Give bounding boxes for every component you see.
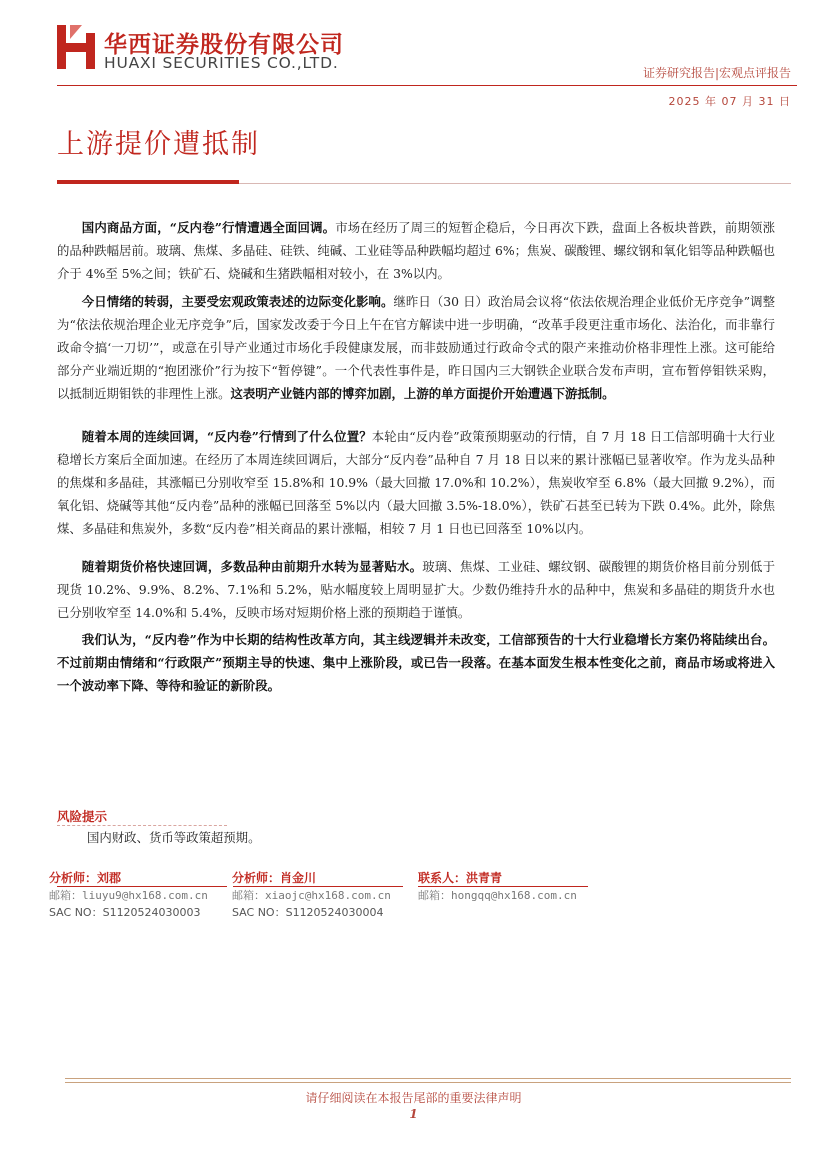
analyst-sac: SAC NO：S1120524030004 bbox=[232, 906, 384, 919]
analyst-card bbox=[49, 870, 208, 921]
analyst-card bbox=[232, 870, 391, 921]
analyst-email[interactable]: xiaojc@hx168.com.cn bbox=[265, 889, 391, 902]
contact-name: 联系人：洪青青 bbox=[418, 871, 503, 885]
risk-text: 国内财政、货币等政策超预期。 bbox=[87, 830, 261, 845]
paragraph-1-text: 市场在经历了周三的短暂企稳后，今日再次下跌，盘面上各板块普跌，前期领涨的品种跌幅居前。玻璃、焦煤、多晶硅、硅铁、纯碱、工业硅等品种跌幅均超过 6%；焦炭、碳酸锂、螺纹钢和氧化铝等品种跌幅也介于 4%至 5%之间；铁矿石、烧碱和生猪跌幅相对较小，在 3%以内。 bbox=[57, 220, 775, 281]
paragraph-2-lead: 今日情绪的转弱，主要受宏观政策表述的边际变化影响。 bbox=[81, 294, 394, 309]
paragraph-3-text: 本轮由“反内卷”政策预期驱动的行情，自 7 月 18 日工信部明确十大行业稳增长方案后全面加速。在经历了本周连续回调后，大部分“反内卷”品种自 7 月 18 日以来的累计涨幅已显著收窄。作为龙头品种的焦煤和多晶硅，其涨幅已分别收窄至 15.8%和 10.9%（最大回撤 17.0%和 10.2%），焦炭收窄至 6.8%（最大回撤 9.2%），而氧化铝、烧碱等其他“反内卷”品种的涨幅已回落至 5%以内（最大回撤 3.5%-18.0%），铁矿石甚至已转为下跌 0.4%。此外，除焦煤、多晶硅和焦炭外，多数“反内卷”相关商品的累计涨幅，相较 7 月 1 日也已回落至 10%以内。 bbox=[57, 429, 775, 536]
huaxi-logo-icon bbox=[57, 25, 95, 69]
email-label: 邮箱： bbox=[418, 889, 451, 902]
report-type-label: 证券研究报告|宏观点评报告 bbox=[642, 66, 791, 80]
header-divider bbox=[57, 85, 797, 86]
analyst-sac: SAC NO：S1120524030003 bbox=[49, 906, 201, 919]
paragraph-4-lead: 随着期货价格快速回调，多数品种由前期升水转为显著贴水。 bbox=[81, 559, 423, 574]
paragraph-2 bbox=[57, 290, 775, 405]
paragraph-3 bbox=[57, 425, 775, 540]
legal-disclaimer: 请仔细阅读在本报告尾部的重要法律声明 bbox=[305, 1091, 522, 1105]
risk-heading: 风险提示 bbox=[57, 809, 108, 824]
report-title: 上游提价遭抵制 bbox=[57, 129, 260, 160]
title-underline bbox=[239, 183, 791, 184]
analyst-name: 分析师：刘郡 bbox=[49, 871, 122, 885]
page-number: 1 bbox=[409, 1107, 418, 1121]
email-label: 邮箱： bbox=[49, 889, 82, 902]
risk-divider bbox=[57, 825, 227, 826]
company-name-cn: 华西证券股份有限公司 bbox=[104, 32, 344, 58]
paragraph-1 bbox=[57, 216, 775, 285]
analyst-email[interactable]: liuyu9@hx168.com.cn bbox=[82, 889, 208, 902]
report-date: 2025 年 07 月 31 日 bbox=[668, 95, 791, 108]
paragraph-4-text: 玻璃、焦煤、工业硅、螺纹钢、碳酸锂的期货价格目前分别低于现货 10.2%、9.9%、8.2%、7.1%和 5.2%，贴水幅度较上周明显扩大。少数仍维持升水的品种中，焦炭和多晶硅的期货升水也已分别收窄至 14.0%和 5.4%，反映市场对短期价格上涨的预期趋于谨慎。 bbox=[57, 559, 775, 620]
paragraph-5 bbox=[57, 628, 775, 697]
footer-divider bbox=[65, 1078, 791, 1079]
paragraph-2-text: 继昨日（30 日）政治局会议将“依法依规治理企业低价无序竞争”调整为“依法依规治理企业无序竞争”后，国家发改委于今日上午在官方解读中进一步明确，“改革手段更注重市场化、法治化，而非靠行政命令搞‘一刀切’”，或意在引导产业通过市场化手段健康发展，而非鼓励通过行政命令式的限产来推动价格非理性上涨。这可能给部分产业端近期的“抱团涨价”行为按下“暂停键”。一个代表性事件是，昨日国内三大钢铁企业联合发布声明，宣布暂停钼铁采购，以抵制近期钼铁的非理性上涨。 bbox=[57, 294, 775, 401]
paragraph-2-tail: 这表明产业链内部的博弈加剧，上游的单方面提价开始遭遇下游抵制。 bbox=[230, 386, 615, 401]
title-underline-accent bbox=[57, 180, 239, 184]
analyst-name: 分析师：肖金川 bbox=[232, 871, 317, 885]
paragraph-5-lead: 我们认为，“反内卷”作为中长期的结构性改革方向，其主线逻辑并未改变，工信部预告的十大行业稳增长方案仍将陆续出台。不过前期由情绪和“行政限产”预期主导的快速、集中上涨阶段，或已告一段落。在基本面发生根本性变化之前，商品市场或将进入一个波动率下降、等待和验证的新阶段。 bbox=[57, 632, 775, 693]
contact-email[interactable]: hongqq@hx168.com.cn bbox=[451, 889, 577, 902]
paragraph-3-lead: 随着本周的连续回调，“反内卷”行情到了什么位置？ bbox=[81, 429, 372, 444]
email-label: 邮箱： bbox=[232, 889, 265, 902]
paragraph-4 bbox=[57, 555, 775, 624]
contact-card bbox=[418, 870, 577, 904]
company-name-en: HUAXI SECURITIES CO.,LTD. bbox=[104, 54, 339, 72]
paragraph-1-lead: 国内商品方面，“反内卷”行情遭遇全面回调。 bbox=[81, 220, 336, 235]
footer-divider-thin bbox=[65, 1082, 791, 1083]
